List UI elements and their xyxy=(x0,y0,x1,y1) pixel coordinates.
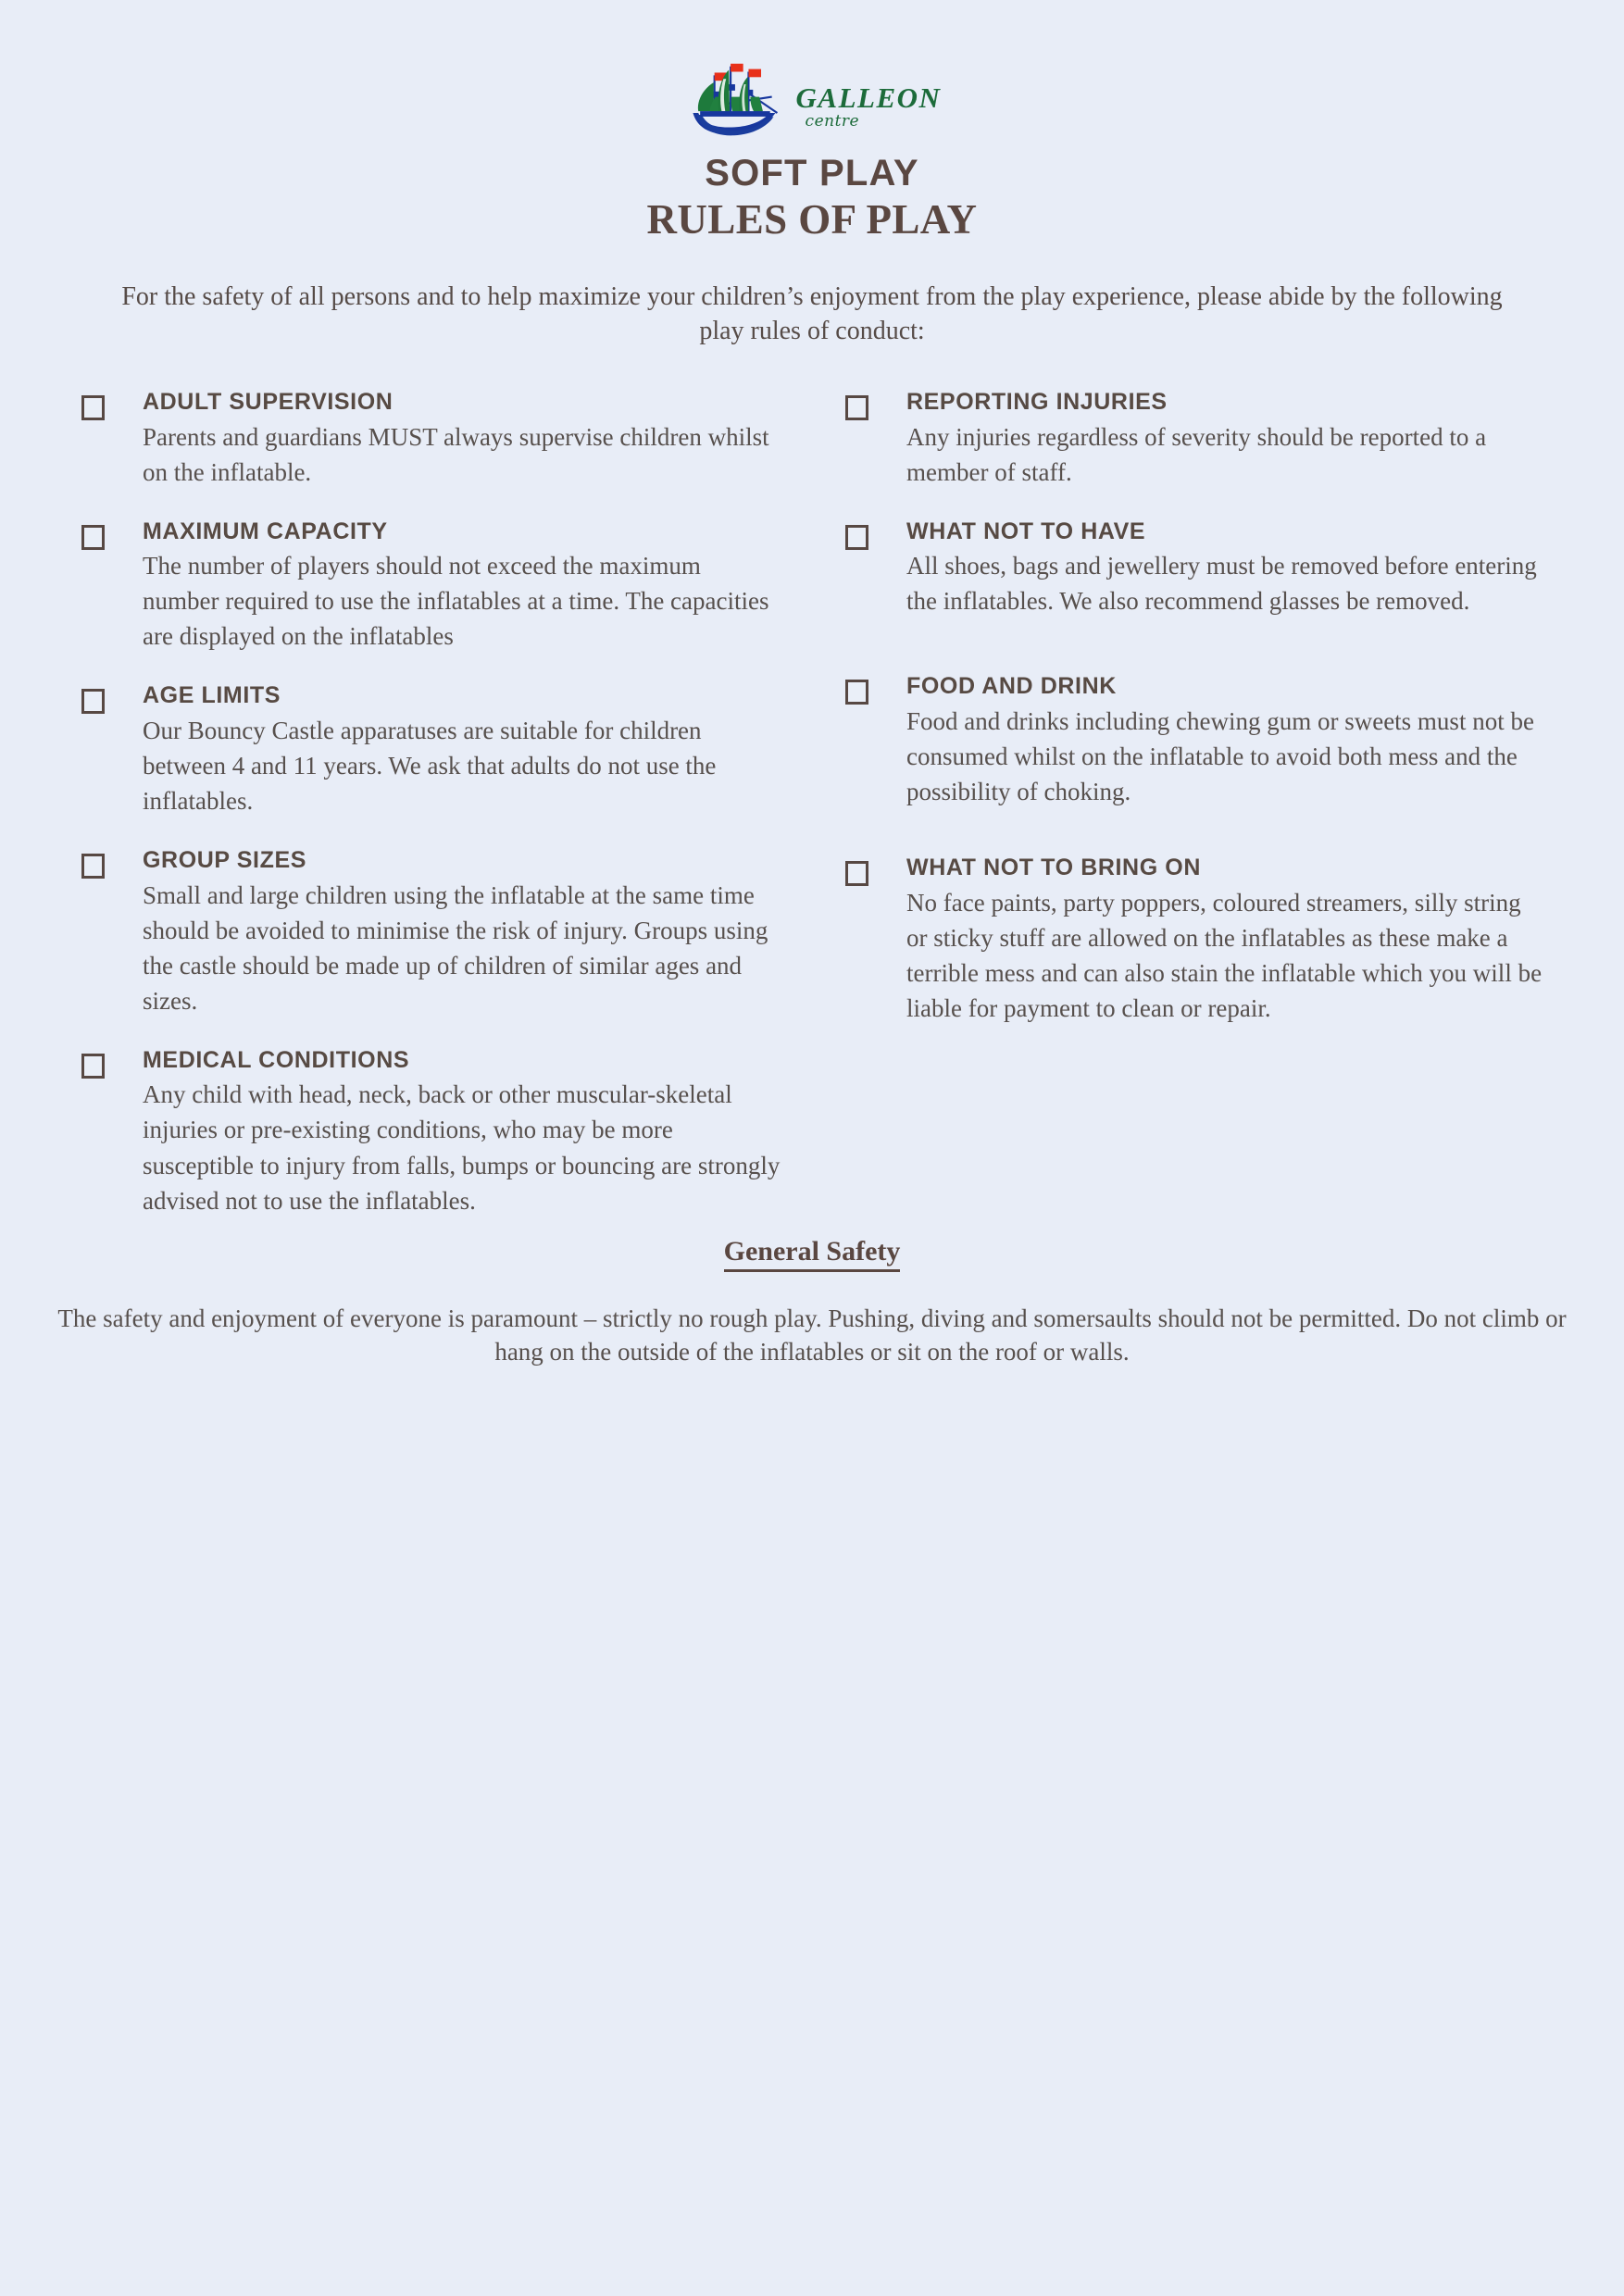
page-title-soft-play: SOFT PLAY xyxy=(705,153,919,193)
rules-columns xyxy=(0,390,1624,1218)
rule-item-reporting-injuries xyxy=(845,390,1544,490)
rule-text: Food and drinks including chewing gum or sweets must not be consumed whilst on the inflatable to avoid both mess and the possibility of choking. xyxy=(906,706,1534,806)
rule-title: REPORTING INJURIES xyxy=(906,389,1168,416)
checkbox-icon[interactable] xyxy=(81,395,105,420)
checkbox-icon[interactable] xyxy=(81,1054,105,1079)
document-header xyxy=(0,0,1624,242)
checkbox-icon[interactable] xyxy=(845,861,868,886)
rule-text: Any injuries regardless of severity should be reported to a member of staff. xyxy=(906,422,1487,486)
rule-body xyxy=(143,519,781,655)
rule-item-medical-conditions xyxy=(81,1048,781,1218)
rule-title: MAXIMUM CAPACITY xyxy=(143,518,388,544)
page-title-rules-of-play: RULES OF PLAY xyxy=(646,196,978,243)
intro-paragraph: For the safety of all persons and to help maximize your children’s enjoyment from the play experience, please abide by the following play rules of conduct: xyxy=(121,282,1503,346)
checkbox-icon[interactable] xyxy=(845,395,868,420)
rule-text: No face paints, party poppers, coloured streamers, silly string or sticky stuff are allowed on the inflatables as these make a terrible mess and can also stain the inflatable which you will be liable for payment to clean or repair. xyxy=(906,888,1543,1022)
general-safety-text: The safety and enjoyment of everyone is paramount – strictly no rough play. Pushing, diving and somersaults should not be permitted. Do not climb or hang on the outside of the inflatables or sit on the roof or walls. xyxy=(57,1304,1567,1366)
rule-item-food-and-drink xyxy=(845,674,1544,809)
checkbox-icon[interactable] xyxy=(845,680,868,705)
rule-title: AGE LIMITS xyxy=(143,682,281,709)
rule-text: Small and large children using the inflatable at the same time should be avoided to minimise the risk of injury. Groups using the castle should be made up of children of similar ages and sizes. xyxy=(143,880,768,1015)
checkbox-icon[interactable] xyxy=(845,525,868,550)
rule-text: The number of players should not exceed the maximum number required to use the inflatables at a time. The capacities are displayed on the inflatables xyxy=(143,552,769,651)
checkbox-icon[interactable] xyxy=(81,525,105,550)
rule-body xyxy=(143,1048,781,1218)
rule-item-maximum-capacity xyxy=(81,519,781,655)
rule-body xyxy=(906,519,1544,619)
checkbox-icon[interactable] xyxy=(81,689,105,714)
rule-item-what-not-to-have xyxy=(845,519,1544,619)
rule-title: WHAT NOT TO HAVE xyxy=(906,518,1146,544)
rule-body xyxy=(906,855,1544,1026)
rule-item-adult-supervision xyxy=(81,390,781,490)
general-safety-section xyxy=(0,1235,1624,1272)
brand-wordmark xyxy=(796,70,942,130)
rule-item-age-limits xyxy=(81,683,781,818)
rule-title: GROUP SIZES xyxy=(143,847,307,874)
brand-subtitle: centre xyxy=(805,112,860,131)
rule-title: ADULT SUPERVISION xyxy=(143,389,394,416)
rule-text: Parents and guardians MUST always supervise children whilst on the inflatable. xyxy=(143,422,769,486)
rule-title: FOOD AND DRINK xyxy=(906,673,1117,700)
checkbox-icon[interactable] xyxy=(81,854,105,879)
galleon-ship-icon xyxy=(683,57,783,143)
general-safety-heading: General Safety xyxy=(724,1235,901,1272)
rule-text: Any child with head, neck, back or other muscular-skeletal injuries or pre-existing conditions, who may be more susceptible to injury from falls, bumps or bouncing are strongly advised not to use the inflatables. xyxy=(143,1080,781,1215)
rule-body xyxy=(143,683,781,818)
rule-item-what-not-to-bring-on xyxy=(845,855,1544,1026)
rule-title: WHAT NOT TO BRING ON xyxy=(906,855,1201,881)
brand-logo xyxy=(0,57,1624,143)
rule-body xyxy=(906,674,1544,809)
brand-name: GALLEON xyxy=(795,81,942,114)
rules-column-right xyxy=(845,390,1544,1026)
rule-body xyxy=(143,390,781,490)
rules-column-left xyxy=(81,390,781,1218)
rule-title: MEDICAL CONDITIONS xyxy=(143,1046,410,1073)
rule-body xyxy=(143,848,781,1018)
rule-item-group-sizes xyxy=(81,848,781,1018)
rule-body xyxy=(906,390,1544,490)
rule-text: Our Bouncy Castle apparatuses are suitable for children between 4 and 11 years. We ask that adults do not use the inflatables. xyxy=(143,716,717,816)
rule-text: All shoes, bags and jewellery must be removed before entering the inflatables. We also recommend glasses be removed. xyxy=(906,552,1537,616)
